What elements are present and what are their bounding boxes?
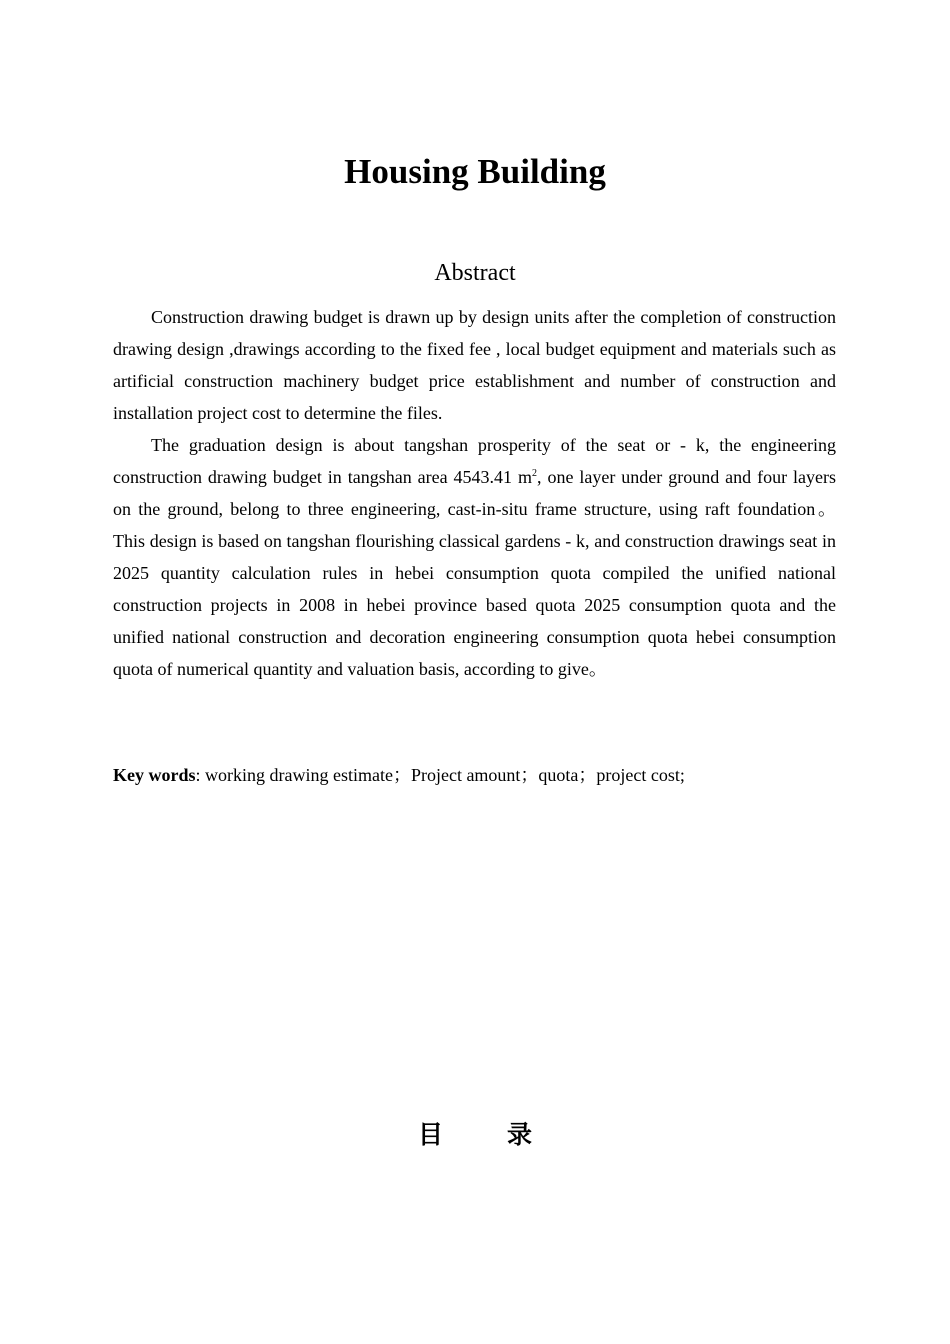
toc-heading-char-2: 录 — [507, 1120, 533, 1149]
area-unit-superscript: 2 — [532, 468, 537, 479]
keywords-line — [113, 760, 836, 790]
abstract-paragraph-2-part-1: The graduation design is about tangshan prosperity of the seat or - k, the engineering construction drawing budget in tangshan area 4543.41 m — [113, 435, 836, 487]
toc-heading-char-1: 目 — [417, 1120, 443, 1149]
abstract-paragraph-2-part-2: , one layer under ground and four layers on the ground, belong to three engineering, cast-in-situ frame structure, using raft foundation。 This design is based on tangshan flourishing classical gardens - k, and construction drawings seat in 2025 quantity calculation rules in hebei consumption quota compiled the unified national construction projects in 2008 in hebei province based quota 2025 consumption quota and the unified national construction and decoration engineering consumption quota hebei consumption quota of numerical quantity and valuation basis, according to give。 — [113, 467, 836, 679]
table-of-contents-heading — [0, 1118, 950, 1152]
abstract-body — [113, 301, 836, 685]
abstract-paragraph-1: Construction drawing budget is drawn up by design units after the completion of construction drawing design ,drawings according to the fixed fee , local budget equipment and materials such as artificial construction machinery budget price establishment and number of construction and installation project cost to determine the files. — [113, 307, 836, 423]
keywords-text: : working drawing estimate；Project amount；quota；project cost; — [195, 765, 685, 785]
keywords-label: Key words — [113, 765, 196, 785]
abstract-paragraph-2 — [113, 429, 836, 685]
abstract-heading: Abstract — [434, 260, 516, 286]
document-title: Housing Building — [344, 152, 606, 191]
